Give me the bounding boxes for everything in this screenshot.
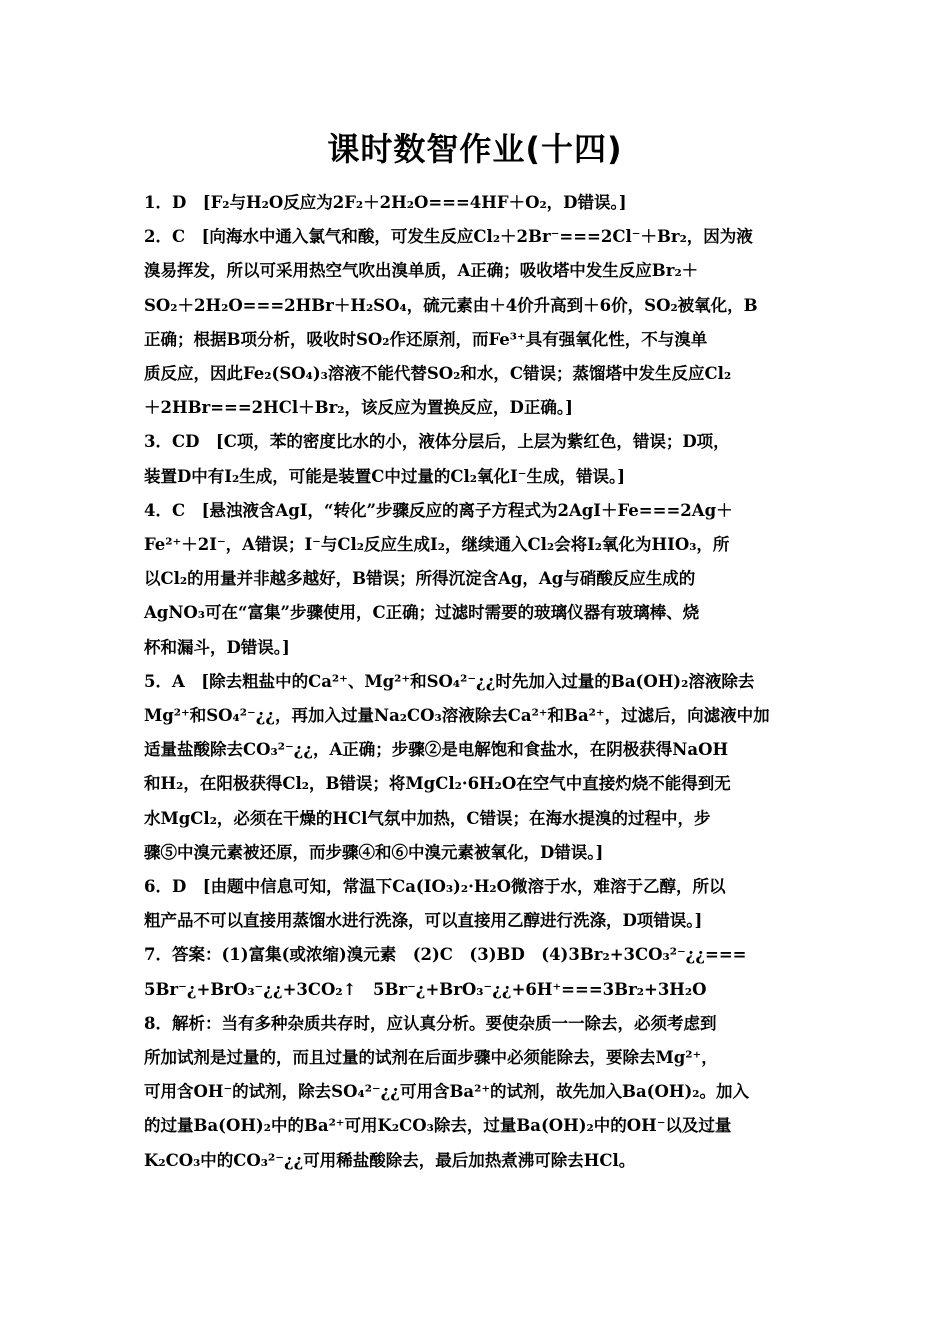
answer-line: Fe²⁺＋2I⁻，A错误；I⁻与Cl₂反应生成I₂，继续通入Cl₂会将I₂氧化为HIO₃，所 bbox=[144, 535, 730, 555]
answer-line: 溴易挥发，所以可采用热空气吹出溴单质，A正确；吸收塔中发生反应Br₂＋ bbox=[144, 261, 699, 281]
answer-line: 装置D中有I₂生成，可能是装置C中过量的Cl₂氧化I⁻生成，错误。] bbox=[144, 466, 625, 486]
answer-line: AgNO₃可在“富集”步骤使用，C正确；过滤时需要的玻璃仪器有玻璃棒、烧 bbox=[144, 603, 700, 623]
page-title: 课时数智作业(十四) bbox=[327, 130, 623, 168]
answer-line: Mg²⁺和SO₄²⁻¿¿，再加入过量Na₂CO₃溶液除去Ca²⁺和Ba²⁺，过滤后，向滤液中加 bbox=[144, 706, 770, 726]
answer-line: 的过量Ba(OH)₂中的Ba²⁺可用K₂CO₃除去，过量Ba(OH)₂中的OH⁻以及过量 bbox=[144, 1116, 732, 1136]
answer-item bbox=[144, 665, 808, 870]
answer-line: 适量盐酸除去CO₃²⁻¿¿，A正确；步骤②是电解饱和食盐水，在阴极获得NaOH bbox=[144, 740, 729, 760]
answer-line: 所加试剂是过量的，而且过量的试剂在后面步骤中必须能除去，要除去Mg²⁺， bbox=[144, 1048, 718, 1068]
answer-line: 3．CD [C项，苯的密度比水的小，液体分层后，上层为紫红色，错误；D项， bbox=[144, 432, 730, 452]
answer-line: 1．D [F₂与H₂O反应为2F₂＋2H₂O===4HF＋O₂，D错误。] bbox=[144, 193, 627, 212]
answer-list bbox=[144, 186, 808, 1178]
answer-line: 可用含OH⁻的试剂，除去SO₄²⁻¿¿可用含Ba²⁺的试剂，故先加入Ba(OH)₂。加入 bbox=[144, 1082, 749, 1102]
answer-line: 和H₂，在阳极获得Cl₂，B错误；将MgCl₂·6H₂O在空气中直接灼烧不能得到无 bbox=[144, 774, 731, 794]
answer-line: 以Cl₂的用量并非越多越好，B错误；所得沉淀含Ag，Ag与硝酸反应生成的 bbox=[144, 569, 696, 589]
answer-line: 杯和漏斗，D错误。] bbox=[144, 637, 290, 657]
answer-line: K₂CO₃中的CO₃²⁻¿¿可用稀盐酸除去，最后加热煮沸可除去HCl。 bbox=[144, 1150, 636, 1170]
answer-item bbox=[144, 1007, 808, 1178]
answer-line: 5．A [除去粗盐中的Ca²⁺、Mg²⁺和SO₄²⁻¿¿时先加入过量的Ba(OH)₂溶液除去 bbox=[144, 671, 755, 691]
answer-line: 骤⑤中溴元素被还原，而步骤④和⑥中溴元素被氧化，D错误。] bbox=[144, 842, 604, 862]
answer-line: ＋2HBr===2HCl＋Br₂，该反应为置换反应，D正确。] bbox=[144, 398, 573, 418]
answer-item bbox=[144, 220, 808, 425]
answer-item bbox=[144, 870, 808, 938]
answer-line: 6．D [由题中信息可知，常温下Ca(IO₃)₂·H₂O微溶于水，难溶于乙醇，所以 bbox=[144, 877, 726, 897]
answer-line: 8．解析：当有多种杂质共存时，应认真分析。要使杂质一一除去，必须考虑到 bbox=[144, 1013, 717, 1033]
answer-line: 正确；根据B项分析，吸收时SO₂作还原剂，而Fe³⁺具有强氧化性，不与溴单 bbox=[144, 329, 708, 349]
answer-item bbox=[144, 425, 808, 493]
answer-item bbox=[144, 938, 808, 1006]
answer-line: 粗产品不可以直接用蒸馏水进行洗涤，可以直接用乙醇进行洗涤，D项错误。] bbox=[144, 911, 703, 931]
answer-line: 质反应，因此Fe₂(SO₄)₃溶液不能代替SO₂和水，C错误；蒸馏塔中发生反应Cl₂ bbox=[144, 364, 732, 384]
answer-line: 5Br⁻¿+BrO₃⁻¿¿+3CO₂↑ 5Br⁻¿+BrO₃⁻¿¿+6H⁺===3Br₂+3H₂O bbox=[144, 979, 707, 999]
answer-line: 水MgCl₂，必须在干燥的HCl气氛中加热，C错误；在海水提溴的过程中，步 bbox=[144, 808, 711, 828]
answer-line: SO₂＋2H₂O===2HBr＋H₂SO₄，硫元素由＋4价升高到＋6价，SO₂被氧化，B bbox=[144, 295, 758, 315]
answer-line: 7．答案：(1)富集(或浓缩)溴元素 (2)C (3)BD (4)3Br₂+3CO₃²⁻¿¿=== bbox=[144, 945, 747, 965]
answer-line: 4．C [悬浊液含AgI，“转化”步骤反应的离子方程式为2AgI＋Fe===2Ag＋ bbox=[144, 500, 733, 520]
answer-line: 2．C [向海水中通入氯气和酸，可发生反应Cl₂＋2Br⁻===2Cl⁻＋Br₂，因为液 bbox=[144, 227, 753, 247]
answer-item bbox=[144, 186, 808, 220]
answer-item bbox=[144, 494, 808, 665]
